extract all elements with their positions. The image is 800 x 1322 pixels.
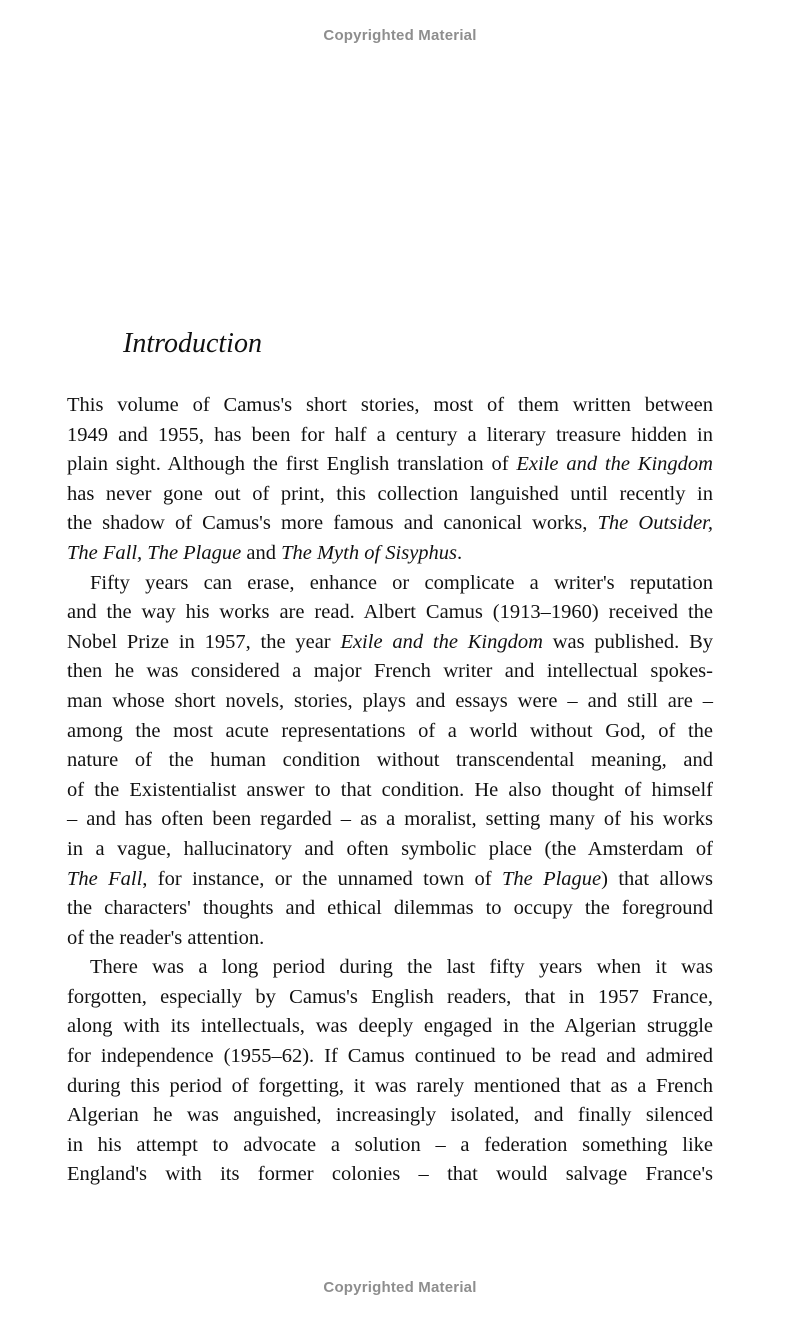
- text-line: forgotten, especially by Camus's English readers, that in 1957 France,: [67, 985, 713, 1008]
- text-line: nature of the human condition without transcendental meaning, and: [67, 749, 713, 772]
- text-line: the characters' thoughts and ethical dilemmas to occupy the foreground: [67, 897, 713, 920]
- text-line: and the way his works are read. Albert Camus (1913–1960) received the: [67, 601, 713, 624]
- text-line: the shadow of Camus's more famous and canonical works, The Outsider,: [67, 512, 713, 535]
- book-title: The Myth of Sisyphus: [281, 541, 458, 564]
- text-line: Nobel Prize in 1957, the year Exile and the Kingdom was published. By: [67, 630, 713, 653]
- text-line: Algerian he was anguished, increasingly isolated, and finally silenced: [67, 1104, 713, 1127]
- text-line: of the reader's attention.: [67, 926, 265, 949]
- book-title: Exile and the Kingdom: [340, 630, 543, 653]
- copyright-watermark-bottom: Copyrighted Material: [323, 1279, 477, 1296]
- text-line: then he was considered a major French writer and intellectual spokes-: [67, 660, 713, 683]
- text-line: for independence (1955–62). If Camus continued to be read and admired: [67, 1045, 713, 1068]
- book-title: The Plague: [501, 867, 602, 890]
- text-line: plain sight. Although the first English translation of Exile and the Kingdom: [67, 453, 713, 476]
- text-line: This volume of Camus's short stories, most of them written between: [67, 394, 713, 416]
- text-line: in his attempt to advocate a solution – a federation something like: [67, 1133, 713, 1156]
- text-line: man whose short novels, stories, plays and essays were – and still are –: [67, 689, 713, 712]
- text-line: along with its intellectuals, was deeply engaged in the Algerian struggle: [67, 1015, 713, 1038]
- text-line: There was a long period during the last fifty years when it was: [90, 956, 713, 979]
- chapter-title: Introduction: [123, 328, 262, 359]
- text-line: – and has often been regarded – as a moralist, setting many of his works: [67, 808, 713, 831]
- book-title: The Fall: [67, 867, 143, 890]
- text-line: England's with its former colonies – that would salvage France's: [67, 1163, 713, 1186]
- text-line: Fifty years can erase, enhance or complicate a writer's reputation: [90, 571, 713, 594]
- text-line: in a vague, hallucinatory and often symbolic place (the Amsterdam of: [67, 837, 713, 860]
- paragraph-3: [67, 953, 713, 1190]
- book-title: The Outsider,: [597, 512, 713, 535]
- body-text: [67, 391, 713, 1190]
- text-line: among the most acute representations of a world without God, of the: [67, 719, 713, 742]
- text-line: of the Existentialist answer to that condition. He also thought of himself: [67, 778, 713, 801]
- text-line: has never gone out of print, this collection languished until recently in: [67, 482, 713, 505]
- book-title: The Fall, The Plague: [67, 541, 242, 564]
- paragraph-2: [67, 569, 713, 954]
- paragraph-1: [67, 391, 713, 569]
- text-line: The Fall, for instance, or the unnamed town of The Plague) that allows: [67, 867, 713, 890]
- copyright-watermark-top: Copyrighted Material: [323, 27, 477, 44]
- text-line: during this period of forgetting, it was rarely mentioned that as a French: [67, 1074, 713, 1097]
- book-title: Exile and the Kingdom: [516, 453, 713, 476]
- text-line: The Fall, The Plague and The Myth of Sisyphus.: [67, 541, 463, 564]
- text-line: 1949 and 1955, has been for half a century a literary treasure hidden in: [67, 423, 713, 446]
